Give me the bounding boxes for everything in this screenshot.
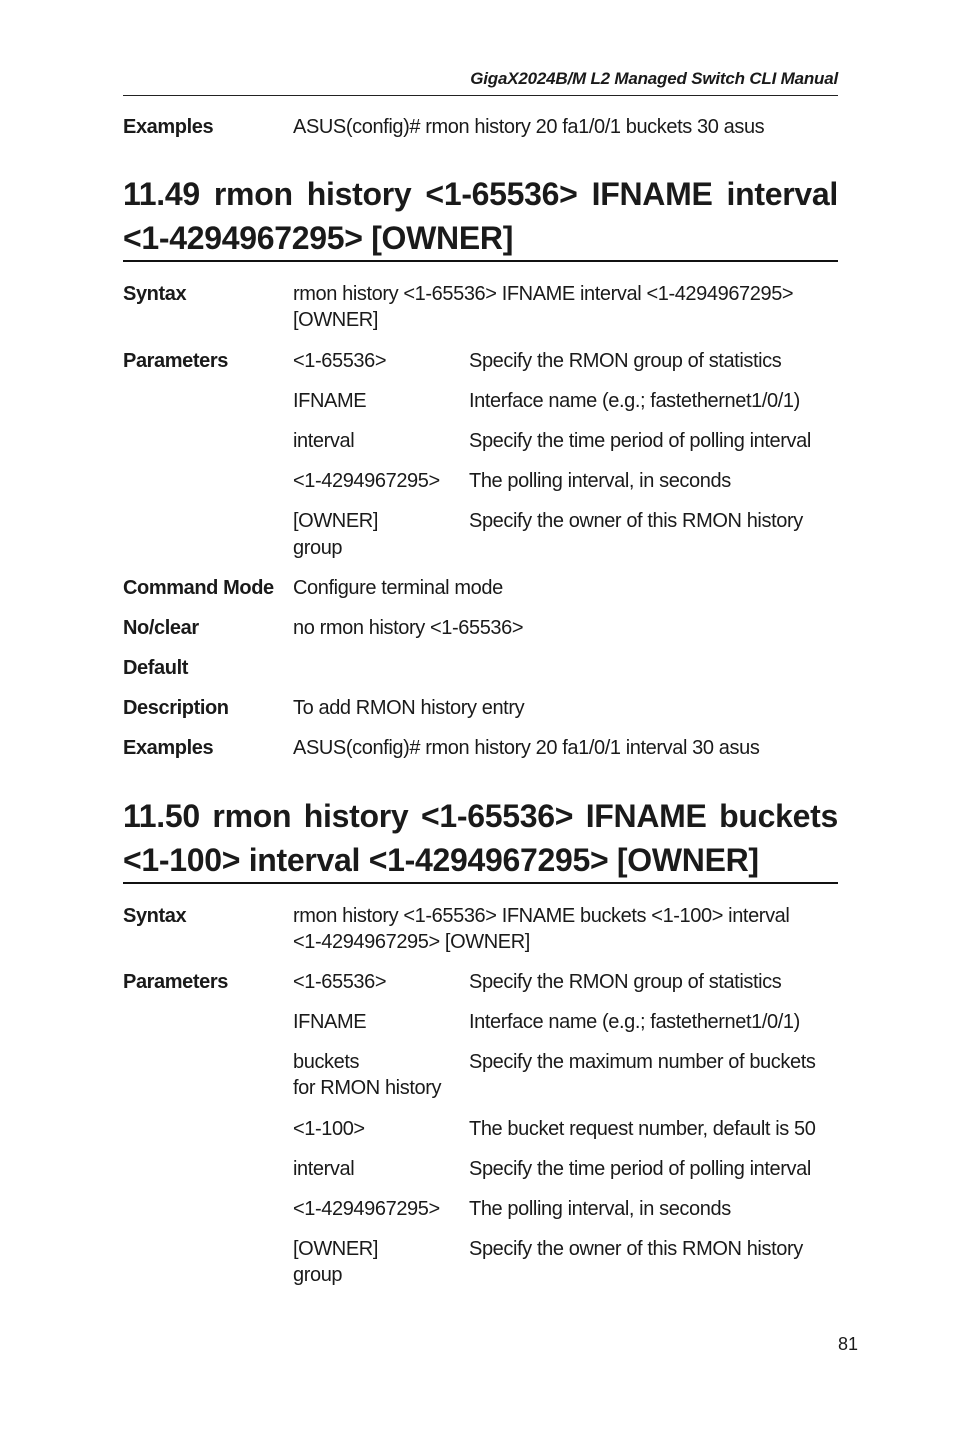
section-50-param-desc: The bucket request number, default is 50 bbox=[469, 1118, 816, 1140]
section-49-param-name: [OWNER] bbox=[293, 510, 378, 532]
section-50-param-desc: Specify the owner of this RMON history bbox=[469, 1238, 803, 1260]
section-49-examples: ASUS(config)# rmon history 20 fa1/0/1 interval 30 asus bbox=[293, 737, 760, 759]
section-49-examples-label: Examples bbox=[123, 737, 214, 759]
section-50-parameters-label: Parameters bbox=[123, 971, 228, 993]
section-49-param-name: <1-65536> bbox=[293, 350, 387, 372]
section-50-param-name: interval bbox=[293, 1158, 355, 1180]
section-49-description: To add RMON history entry bbox=[293, 697, 525, 719]
section-50-param-name-cont: group bbox=[293, 1264, 343, 1286]
section-50-param-name: <1-100> bbox=[293, 1118, 365, 1140]
section-49-parameters-label: Parameters bbox=[123, 350, 228, 372]
section-49-title-line2: <1-4294967295> [OWNER] bbox=[123, 220, 514, 256]
section-50-title-line1: 11.50 rmon history <1-65536> IFNAME buckets bbox=[123, 798, 838, 834]
section-49-syntax-line1: rmon history <1-65536> IFNAME interval <1-4294967295> bbox=[293, 283, 794, 305]
section-50-param-name-cont: for RMON history bbox=[293, 1077, 442, 1099]
running-header: GigaX2024B/M L2 Managed Switch CLI Manual bbox=[123, 69, 838, 96]
section-49-command-mode: Configure terminal mode bbox=[293, 577, 503, 599]
section-49-param-desc: Specify the RMON group of statistics bbox=[469, 350, 782, 372]
page-number: 81 bbox=[838, 1334, 859, 1354]
section-50-param-desc: The polling interval, in seconds bbox=[469, 1198, 731, 1220]
section-49-command-mode-label: Command Mode bbox=[123, 577, 274, 599]
section-50-param-name: buckets bbox=[293, 1051, 360, 1073]
section-50-title-line2: <1-100> interval <1-4294967295> [OWNER] bbox=[123, 842, 759, 878]
section-49-syntax-line2: [OWNER] bbox=[293, 309, 378, 331]
section-50-param-desc: Interface name (e.g.; fastethernet1/0/1) bbox=[469, 1011, 800, 1033]
section-49-param-desc: Specify the owner of this RMON history bbox=[469, 510, 803, 532]
section-49-default-label: Default bbox=[123, 657, 188, 679]
section-49-title bbox=[123, 172, 838, 262]
section-49-param-desc: Specify the time period of polling interval bbox=[469, 430, 811, 452]
section-49-no-clear: no rmon history <1-65536> bbox=[293, 617, 524, 639]
section-50-param-desc: Specify the RMON group of statistics bbox=[469, 971, 782, 993]
section-50-param-desc: Specify the time period of polling interval bbox=[469, 1158, 811, 1180]
section-49-param-name: <1-4294967295> bbox=[293, 470, 440, 492]
section-50-param-name: IFNAME bbox=[293, 1011, 367, 1033]
section-50-param-desc: Specify the maximum number of buckets bbox=[469, 1051, 816, 1073]
section-50-syntax-line1: rmon history <1-65536> IFNAME buckets <1-100> interval bbox=[293, 905, 790, 927]
section-49-param-name: IFNAME bbox=[293, 390, 367, 412]
section-50-syntax-line2: <1-4294967295> [OWNER] bbox=[293, 931, 530, 953]
section-49-param-name: interval bbox=[293, 430, 355, 452]
section-49-title-line1: 11.49 rmon history <1-65536> IFNAME interval bbox=[123, 176, 838, 212]
section-49-param-name-cont: group bbox=[293, 537, 343, 559]
section-50-param-name: <1-4294967295> bbox=[293, 1198, 440, 1220]
prev-examples-label: Examples bbox=[123, 116, 214, 138]
section-49-param-desc: The polling interval, in seconds bbox=[469, 470, 731, 492]
section-49-no-clear-label: No/clear bbox=[123, 617, 199, 639]
section-49-syntax-label: Syntax bbox=[123, 283, 187, 305]
section-50-syntax-label: Syntax bbox=[123, 905, 187, 927]
section-50-param-name: <1-65536> bbox=[293, 971, 387, 993]
section-49-param-desc: Interface name (e.g.; fastethernet1/0/1) bbox=[469, 390, 800, 412]
section-49-description-label: Description bbox=[123, 697, 229, 719]
section-50-title bbox=[123, 794, 838, 884]
section-50-param-name: [OWNER] bbox=[293, 1238, 378, 1260]
prev-examples-value: ASUS(config)# rmon history 20 fa1/0/1 buckets 30 asus bbox=[293, 116, 765, 138]
